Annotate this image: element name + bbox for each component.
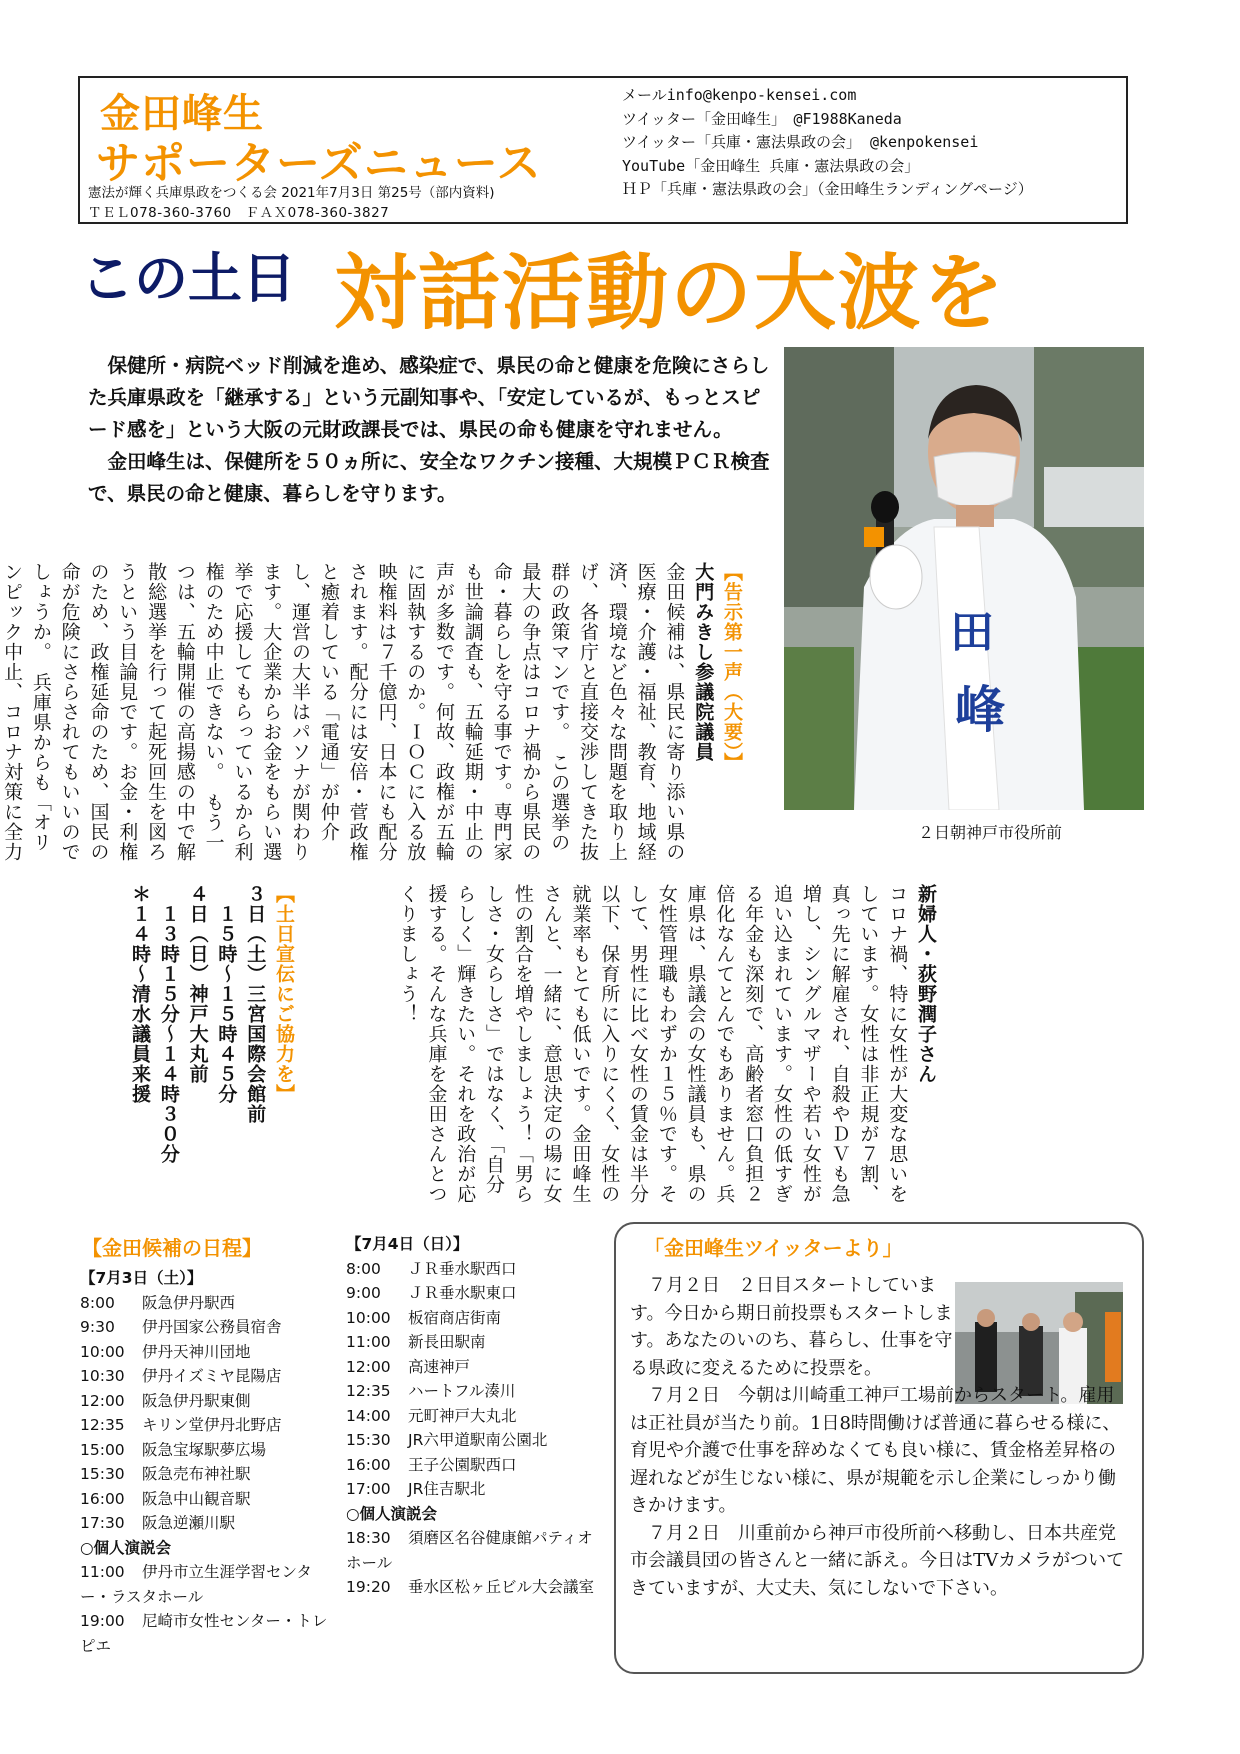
twitter-title: 「金田峰生ツイッターより」 (644, 1236, 903, 1260)
list-item: 19:00 尼崎市女性センター・トレピエ (80, 1612, 328, 1655)
list-item: 12:00 阪急伊丹駅東側 (80, 1391, 251, 1410)
contact-homepage[interactable]: ＨＰ「兵庫・憲法県政の会」（金田峰生ランディングページ） (622, 180, 1033, 198)
weekend-heading: 【土日宣伝にご協力を】 (273, 884, 295, 1104)
day1-label: 【7月3日（土）】 (80, 1269, 203, 1287)
list-item: 17:00 JR住吉駅北 (346, 1480, 486, 1498)
intro-paragraph (88, 350, 776, 510)
sash-text-2: 峰 (955, 681, 1005, 739)
tweet-2: ７月２日 今朝は川崎重工神戸工場前からスタート。雇用は正社員が当たり前。1日8時間働けば普通に暮らせる様に、育児や介護で仕事を辞めなくても良い様に、賃金格差昇格の遅れなどが生じない様に、県が規範を示し企業にしっかり働きかけます。 (630, 1385, 1121, 1516)
speech1-text: 金田候補は、県民に寄り添い県の医療・介護・福祉、教育、地域経済、環境など色々な問題を取り上げ、各省庁と直接交渉してきた抜群の政策マンです。 この選挙の最大の争点はコロナ禍から県民の命・暮らしを守る事です。専門家も世論調査も、五輪延期・中止の声が多数です。何故、政権が五輪に固執するのか。ＩＯＣに入る放映権料は７千億円、日本にも配分されます。配分には安倍・菅政権と癒着している「電通」が仲介し、運営の大半はパソナが関わります。大企業からお金をもらい選挙で応援してもらっているから利権のため中止できない。 もう一つは、五輪開催の高揚感の中で解散総選挙を行って起死回生を図ろうという目論見です。お金・利権のため、政権延命のため、国民の命が危険にさらされてもいいのでしょうか。 兵庫県からも「オリンピック中止、コロナ対策に全力 (1, 562, 686, 862)
photo-caption: ２日朝神戸市役所前 (918, 823, 1063, 842)
list-item: 16:00 阪急中山観音駅 (80, 1489, 251, 1508)
tweet-3: ７月２日 川重前から神戸市役所前へ移動し、日本共産党市会議員団の皆さんと一緒に訴え。今日はTVカメラがついてきていますが、大丈夫、気にしないで下さい。 (630, 1522, 1125, 1599)
list-item: 9:30 伊丹国家公務員宿舎 (80, 1318, 282, 1336)
masthead-title-line1: 金田峰生 (100, 91, 264, 137)
masthead-title-line2: サポーターズニュース (96, 138, 542, 189)
masthead-contacts (622, 84, 1033, 202)
speech1-block (1, 562, 746, 864)
list-item: 17:30 阪急逆瀬川駅 (80, 1514, 236, 1532)
list-item: 15:30 阪急売布神社駅 (80, 1465, 251, 1483)
speech1-speaker: 大門みきし参議院議員 (692, 562, 715, 762)
list-item: 18:30 須磨区名谷健康館パティオホール (346, 1529, 593, 1572)
schedule-day2 (346, 1232, 596, 1600)
masthead-org-line: 憲法が輝く兵庫県政をつくる会 2021年7月3日 第25号（部内資料) (88, 185, 495, 201)
list-item: 14:00 元町神戸大丸北 (346, 1406, 517, 1425)
day2-talk-label: ○個人演説会 (346, 1504, 438, 1523)
speech2-block (300, 884, 940, 1206)
contact-twitter-kenpo[interactable]: ツイッター「兵庫・憲法県政の会」 @kenpokensei (622, 133, 979, 151)
list-item: 11:00 新長田駅南 (346, 1333, 486, 1351)
speech2-text: コロナ禍、特に女性が大変な思いをしています。女性は非正規が７割、真っ先に解雇され、自殺やＤＶも急増し、シングルマザーや若い女性が追い込まれています。女性の低すぎる年金も深刻で、高齢者窓口負担２倍化なんてとんでもありません。兵庫県は、県議会の女性議員も、県の女性管理職もわずか１５％です。そして、男性に比べ女性の賃金は半分以下、保育所に入りにくく、女性の就業率もとても低いです。金田峰生さんと、一緒に、意思決定の場に女性の割合を増やしましょう！「男らしさ・女らしさ」ではなく、「自分らしく」輝きたい。それを政治が応援する。そんな兵庫を金田さんとつくりましょう！ (396, 884, 909, 1204)
tweet-1: ７月２日 ２日目スタートしています。今日から期日前投票もスタートします。あなたのいのち、暮らし、仕事を守る県政に変えるために投票を。 (630, 1275, 953, 1379)
list-item: 8:00 ＪＲ垂水駅西口 (346, 1259, 517, 1278)
contact-youtube[interactable]: YouTube「金田峰生 兵庫・憲法県政の会」 (622, 156, 920, 175)
contact-email[interactable]: メールinfo@kenpo-kensei.com (622, 86, 857, 104)
weekend-line-4: １３時１５分～１４時３０分 (157, 884, 180, 1164)
list-item: 12:35 ハートフル湊川 (346, 1382, 516, 1400)
sash-text-1: 田 (950, 607, 994, 658)
list-item: 15:00 阪急宝塚駅夢広場 (80, 1440, 267, 1459)
contact-twitter-kaneda[interactable]: ツイッター「金田峰生」 @F1988Kaneda (622, 109, 902, 128)
list-item: 16:00 王子公園駅西口 (346, 1455, 517, 1474)
list-item: 8:00 阪急伊丹駅西 (80, 1293, 236, 1312)
speech1-heading: 【告示第一声（大要）】 (721, 562, 743, 773)
intro-text-2: 金田峰生は、保健所を５０ヵ所に、安全なワクチン接種、大規模ＰＣＲ検査で、県民の命と健康、暮らしを守ります。 (88, 450, 770, 505)
speech2-speaker: 新婦人・荻野潤子さん (915, 884, 937, 1084)
list-item: 19:20 垂水区松ヶ丘ビル大会議室 (346, 1578, 595, 1596)
day1-talk-label: ○個人演説会 (80, 1538, 172, 1557)
schedule-title: 【金田候補の日程】 (82, 1236, 262, 1260)
weekend-line-5: ＊１４時～清水議員来援 (129, 884, 152, 1104)
list-item: 12:00 高速神戸 (346, 1357, 471, 1376)
list-item: 10:30 伊丹イズミヤ昆陽店 (80, 1367, 282, 1385)
list-item: 12:35 キリン堂伊丹北野店 (80, 1416, 282, 1434)
twitter-body (630, 1272, 1130, 1602)
weekend-line-1: ３日（土）三宮国際会館前 (244, 884, 267, 1124)
list-item: 10:00 伊丹天神川団地 (80, 1342, 251, 1361)
headline-lead: この土日 (80, 246, 296, 310)
list-item: 9:00 ＪＲ垂水駅東口 (346, 1284, 517, 1302)
list-item: 10:00 板宿商店街南 (346, 1308, 502, 1327)
weekend-line-2: １５時～１５時４５分 (215, 884, 238, 1104)
day2-label: 【7月4日（日）】 (346, 1235, 469, 1253)
weekend-line-3: ４日（日）神戸大丸前 (186, 884, 209, 1084)
candidate-photo (784, 347, 1144, 810)
weekend-block (82, 884, 298, 1206)
intro-text-1: 保健所・病院ベッド削減を進め、感染症で、県民の命と健康を危険にさらした兵庫県政を「継承する」という元副知事や、「安定しているが、もっとスピード感を」という大阪の元財政課長では、県民の命も健康を守れません。 (88, 354, 770, 441)
schedule-day1 (80, 1266, 340, 1658)
list-item: 11:00 伊丹市立生涯学習センター・ラスタホール (80, 1563, 312, 1606)
headline-main: 対話活動の大波を (334, 246, 1007, 341)
masthead-phone-fax: ＴＥＬ078-360-3760 ＦＡＸ078-360-3827 (88, 205, 390, 221)
list-item: 15:30 JR六甲道駅南公園北 (346, 1431, 548, 1449)
